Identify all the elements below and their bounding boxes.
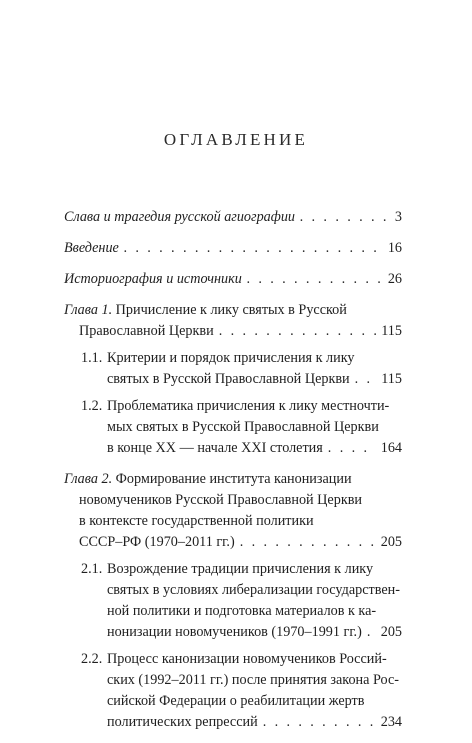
toc-page-number: 115 [381, 323, 402, 339]
subentry-line: ских (1992–2011 гг.) после принятия закона Рос- [107, 672, 399, 688]
page-title: ОГЛАВЛЕНИЕ [163, 130, 309, 149]
subentry-number: 2.1. [81, 561, 103, 577]
subentry-line: Критерии и порядок причисления к лику [107, 350, 355, 366]
toc-entry-glory[interactable] [64, 207, 402, 228]
chapter-title-line: новомучеников Русской Православной Церкви [79, 492, 363, 508]
dot-leader [300, 207, 390, 228]
subentry-line: сийской Федерации о реабилитации жертв [107, 693, 365, 709]
dot-leader [263, 712, 376, 733]
subentry-number: 1.1. [81, 350, 103, 366]
dot-leader [247, 269, 383, 290]
subentry-line: святых в Русской Православной Церкви [107, 371, 350, 387]
subentry-number: 1.2. [81, 398, 103, 414]
toc-entry-title: Историография и источники [64, 271, 242, 287]
subentry-line: Проблематика причисления к лику местночти- [107, 398, 390, 414]
toc-page-number: 26 [387, 271, 402, 287]
toc-entry-introduction[interactable] [64, 238, 402, 259]
subentry-line: нонизации новомучеников (1970–1991 гг.) [107, 624, 362, 640]
subentry-line: в конце XX — начале XXI столетия [107, 440, 323, 456]
toc-page-number: 3 [394, 209, 402, 225]
subentry-line: политических репрессий [107, 714, 258, 730]
subentry-line: мых святых в Русской Православной Церкви [107, 419, 379, 435]
toc-entry-title: Слава и трагедия русской агиографии [64, 209, 296, 225]
dot-leader [355, 369, 377, 390]
toc-page-number: 16 [387, 240, 402, 256]
toc-page-number: 115 [381, 371, 402, 387]
chapter-title-line: СССР–РФ (1970–2011 гг.) [79, 534, 235, 550]
toc-chapter-1[interactable] [64, 300, 402, 342]
dot-leader [124, 238, 383, 259]
table-of-contents [64, 207, 402, 743]
chapter-title-line: Православной Церкви [79, 323, 214, 339]
dot-leader [328, 438, 376, 459]
toc-page-number: 205 [380, 534, 402, 550]
toc-page-number: 234 [380, 714, 402, 730]
toc-entry-historiography[interactable] [64, 269, 402, 290]
toc-subentry-1-2[interactable] [64, 396, 402, 459]
chapter-title-line: Причисление к лику святых в Русской [115, 302, 347, 318]
toc-entry-title: Введение [64, 240, 119, 256]
subentry-line: святых в условиях либерализации государствен- [107, 582, 400, 598]
toc-subentry-2-2[interactable] [64, 649, 402, 733]
dot-leader [367, 622, 376, 643]
toc-subentry-1-1[interactable] [64, 348, 402, 390]
dot-leader [240, 532, 376, 553]
toc-page-number: 205 [380, 624, 402, 640]
toc-chapter-2[interactable] [64, 469, 402, 553]
subentry-line: Возрождение традиции причисления к лику [107, 561, 374, 577]
chapter-title-line: Формирование института канонизации [115, 471, 352, 487]
dot-leader [219, 321, 377, 342]
toc-subentry-2-1[interactable] [64, 559, 402, 643]
chapter-title-line: в контексте государственной политики [79, 513, 314, 529]
subentry-line: Процесс канонизации новомучеников Россий- [107, 651, 387, 667]
chapter-label: Глава 2. [64, 471, 113, 487]
toc-page-number: 164 [380, 440, 402, 456]
subentry-line: ной политики и подготовка материалов к ка- [107, 603, 377, 619]
chapter-label: Глава 1. [64, 302, 113, 318]
subentry-number: 2.2. [81, 651, 103, 667]
